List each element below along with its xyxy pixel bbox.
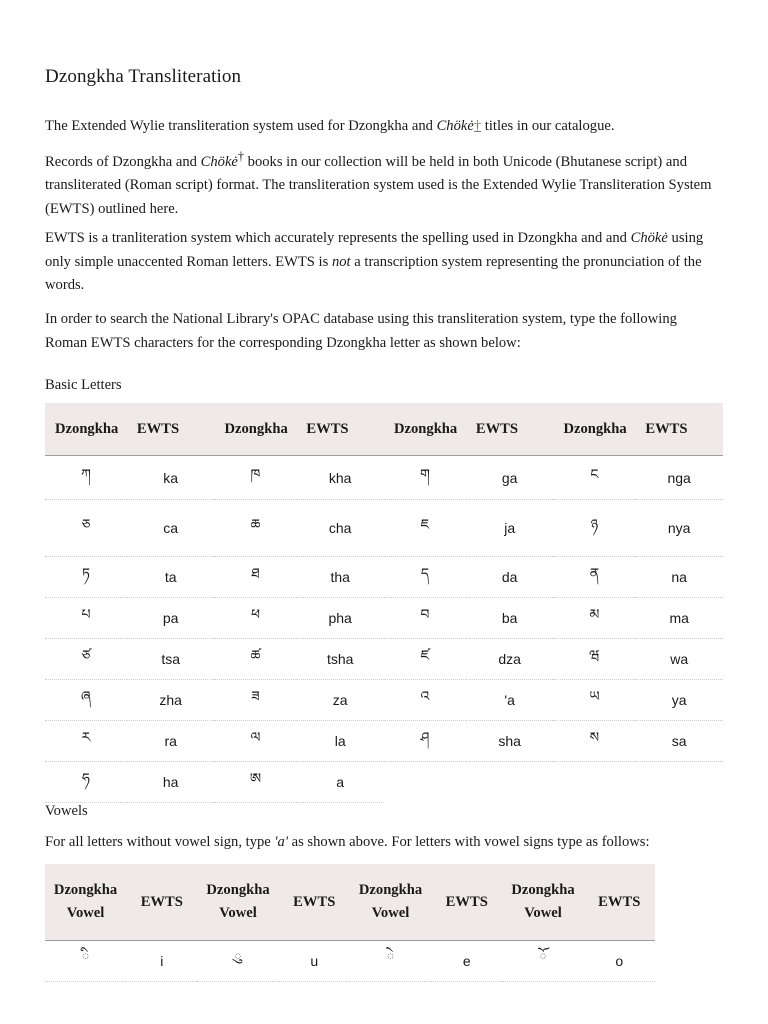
dzongkha-letter: ལ xyxy=(214,721,296,762)
ewts-value: e xyxy=(431,941,502,982)
column-header: EWTS xyxy=(126,864,197,941)
empty-cell xyxy=(553,762,635,803)
ewts-value: ta xyxy=(127,557,215,598)
ewts-value: ga xyxy=(466,456,554,500)
dzongkha-letter: ཞ xyxy=(45,680,127,721)
footnote-marker: † xyxy=(237,149,244,163)
intro-text: Records of Dzongkha and xyxy=(45,153,201,170)
column-header: Dzongkha xyxy=(45,403,127,456)
basic-letters-title: Basic Letters xyxy=(45,377,122,393)
dzongkha-letter: ག xyxy=(384,456,466,500)
table-row xyxy=(45,762,723,803)
dzongkha-letter: ས xyxy=(553,721,635,762)
dzongkha-vowel: ི xyxy=(45,941,126,982)
intro-text: using only simple unaccented Roman letters. EWTS is xyxy=(45,230,704,270)
column-header: EWTS xyxy=(127,403,215,456)
table-row xyxy=(45,557,723,598)
column-header: Dzongkha xyxy=(553,403,635,456)
ewts-value: tsha xyxy=(296,639,384,680)
dzongkha-vowel: ེ xyxy=(350,941,431,982)
dzongkha-letter: ཉ xyxy=(553,500,635,557)
table-row xyxy=(45,680,723,721)
vowels-note-text: as shown above. For letters with vowel signs type as follows: xyxy=(287,834,650,850)
intro-paragraph-3 xyxy=(45,227,715,298)
ewts-value: o xyxy=(584,941,655,982)
vowels-title: Vowels xyxy=(45,803,88,819)
column-header: EWTS xyxy=(296,403,384,456)
dzongkha-letter: ཀ xyxy=(45,456,127,500)
empty-cell xyxy=(384,762,466,803)
ewts-value: pha xyxy=(296,598,384,639)
dzongkha-letter: ཛ xyxy=(384,639,466,680)
column-header: EWTS xyxy=(584,864,655,941)
intro-text: a transcription system representing the pronunciation of the words. xyxy=(45,253,702,293)
dzongkha-vowel: ུ xyxy=(197,941,278,982)
ewts-value: ma xyxy=(635,598,723,639)
ewts-value: wa xyxy=(635,639,723,680)
column-header: Dzongkha Vowel xyxy=(45,864,126,941)
ewts-value: a xyxy=(296,762,384,803)
table-row xyxy=(45,500,723,557)
table-row xyxy=(45,721,723,762)
choke-term: Chökė xyxy=(630,230,668,246)
ewts-value: sha xyxy=(466,721,554,762)
vowels-note-text: For all letters without vowel sign, type xyxy=(45,834,275,850)
page-title: Dzongkha Transliteration xyxy=(45,66,242,87)
column-header: Dzongkha Vowel xyxy=(350,864,431,941)
ewts-value: 'a xyxy=(466,680,554,721)
ewts-value: nga xyxy=(635,456,723,500)
dzongkha-letter: ཚ xyxy=(214,639,296,680)
dzongkha-letter: མ xyxy=(553,598,635,639)
ewts-value: ja xyxy=(466,500,554,557)
table-header-row xyxy=(45,864,655,941)
basic-letters-table xyxy=(45,403,723,803)
ewts-value: u xyxy=(279,941,350,982)
ewts-value: pa xyxy=(127,598,215,639)
empty-cell xyxy=(466,762,554,803)
dzongkha-letter: ཨ xyxy=(214,762,296,803)
dzongkha-letter: ཤ xyxy=(384,721,466,762)
footnote-link[interactable]: † xyxy=(473,118,482,134)
column-header: Dzongkha Vowel xyxy=(502,864,583,941)
table-row xyxy=(45,598,723,639)
column-header: EWTS xyxy=(279,864,350,941)
dzongkha-vowel: ོ xyxy=(502,941,583,982)
choke-term: Chökė xyxy=(200,153,238,170)
ewts-value: za xyxy=(296,680,384,721)
ewts-value: dza xyxy=(466,639,554,680)
ewts-value: ca xyxy=(127,500,215,557)
dzongkha-letter: ཇ xyxy=(384,500,466,557)
ewts-value: ba xyxy=(466,598,554,639)
dzongkha-letter: བ xyxy=(384,598,466,639)
ewts-value: na xyxy=(635,557,723,598)
emphasis-not: not xyxy=(331,253,351,270)
dzongkha-letter: ཝ xyxy=(553,639,635,680)
intro-paragraph-2 xyxy=(45,145,715,221)
table-row xyxy=(45,639,723,680)
ewts-value: nya xyxy=(635,500,723,557)
table-row xyxy=(45,941,655,982)
column-header: Dzongkha xyxy=(214,403,296,456)
column-header: EWTS xyxy=(466,403,554,456)
choke-term: Chökė xyxy=(436,118,474,134)
column-header: EWTS xyxy=(431,864,502,941)
intro-paragraph-1 xyxy=(45,115,715,139)
dzongkha-letter: ཡ xyxy=(553,680,635,721)
column-header: Dzongkha Vowel xyxy=(197,864,278,941)
dzongkha-letter: ན xyxy=(553,557,635,598)
dzongkha-letter: པ xyxy=(45,598,127,639)
intro-text: books in our collection will be held in both Unicode (Bhutanese script) and transliterated (Roman script) format. The transliteration system used is the Extended Wylie Transliteration System (EWTS) outlined here. xyxy=(45,153,712,217)
table-row xyxy=(45,456,723,500)
intro-text: titles in our catalogue. xyxy=(481,118,615,134)
dzongkha-letter: ཟ xyxy=(214,680,296,721)
dzongkha-letter: ང xyxy=(553,456,635,500)
ewts-value: cha xyxy=(296,500,384,557)
ewts-value: sa xyxy=(635,721,723,762)
ewts-value: ka xyxy=(127,456,215,500)
column-header: Dzongkha xyxy=(384,403,466,456)
vowels-note-emphasis: 'a' xyxy=(274,834,288,850)
ewts-value: tha xyxy=(296,557,384,598)
dzongkha-letter: ཆ xyxy=(214,500,296,557)
ewts-value: da xyxy=(466,557,554,598)
ewts-value: kha xyxy=(296,456,384,500)
dzongkha-letter: ཅ xyxy=(45,500,127,557)
column-header: EWTS xyxy=(635,403,723,456)
dzongkha-letter: འ xyxy=(384,680,466,721)
dzongkha-letter: ད xyxy=(384,557,466,598)
ewts-value: ya xyxy=(635,680,723,721)
ewts-value: ha xyxy=(127,762,215,803)
vowels-table xyxy=(45,864,655,982)
dzongkha-letter: ཐ xyxy=(214,557,296,598)
dzongkha-letter: ཏ xyxy=(45,557,127,598)
ewts-value: i xyxy=(126,941,197,982)
dzongkha-letter: ཙ xyxy=(45,639,127,680)
dzongkha-letter: ཕ xyxy=(214,598,296,639)
dzongkha-letter: ཁ xyxy=(214,456,296,500)
intro-text: EWTS is a tranliteration system which accurately represents the spelling used in Dzongkha and and xyxy=(45,230,631,246)
empty-cell xyxy=(635,762,723,803)
dzongkha-letter: ཧ xyxy=(45,762,127,803)
vowels-note xyxy=(45,831,715,855)
dzongkha-letter: ར xyxy=(45,721,127,762)
table-header-row xyxy=(45,403,723,456)
intro-paragraph-4: In order to search the National Library's OPAC database using this transliteration system, type the following Roman EWTS characters for the corresponding Dzongkha letter as shown below: xyxy=(45,311,677,351)
ewts-value: zha xyxy=(127,680,215,721)
intro-text: The Extended Wylie transliteration system used for Dzongkha and xyxy=(45,118,437,134)
ewts-value: tsa xyxy=(127,639,215,680)
ewts-value: ra xyxy=(127,721,215,762)
ewts-value: la xyxy=(296,721,384,762)
